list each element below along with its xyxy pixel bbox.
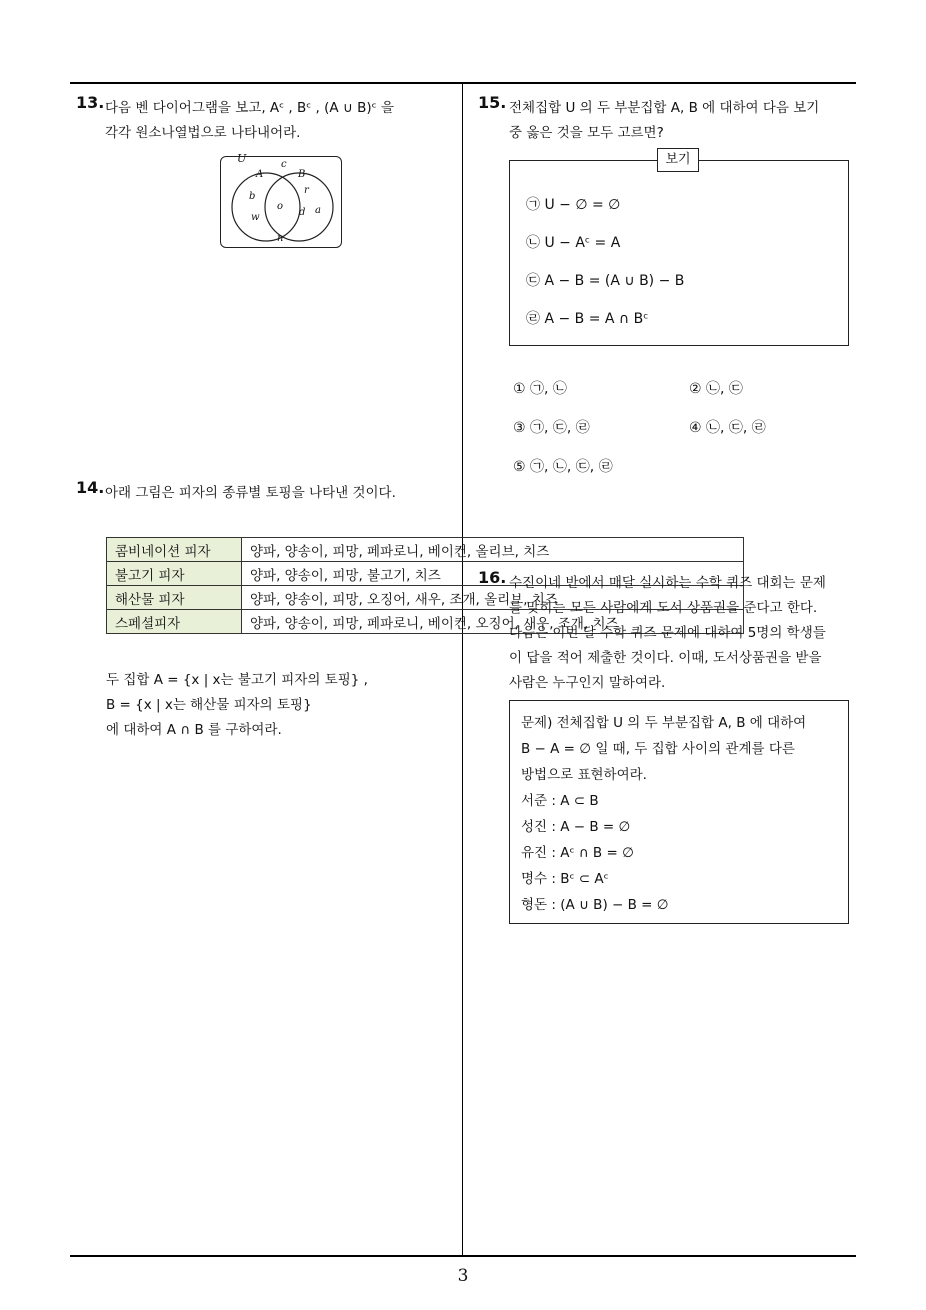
question-16-line-1: 수진이네 반에서 매달 실시하는 수학 퀴즈 대회는 문제 [509,575,826,591]
quiz-box-line-2: B − A = ∅ 일 때, 두 집합 사이의 관계를 다른 [521,741,795,757]
pizza-toppings: 양파, 양송이, 피망, 불고기, 치즈 [242,562,744,586]
venn-element-a: a [315,205,321,216]
pizza-toppings: 양파, 양송이, 피망, 오징어, 새우, 조개, 올리브, 치즈 [242,586,744,610]
bogi-statement-1: ㉠ U − ∅ = ∅ [526,197,621,213]
question-16-line-4: 이 답을 적어 제출한 것이다. 이때, 도서상품권을 받을 [509,650,822,666]
question-13-number: 13. [76,93,105,112]
table-row [107,538,744,562]
bogi-label: 보기 [657,148,699,172]
pizza-name: 스페셜피자 [107,610,242,634]
venn-label-B: B [298,169,306,180]
quiz-box-answer-myeongsu: 명수 : Bᶜ ⊂ Aᶜ [521,871,609,887]
question-14-line-2: B = {x | x는 해산물 피자의 토핑} [106,697,312,713]
question-14-number: 14. [76,478,105,497]
question-16 [478,568,506,587]
pizza-name: 불고기 피자 [107,562,242,586]
question-16-line-2: 를 맞히는 모든 사람에게 도서 상품권을 준다고 한다. [509,600,818,616]
venn-element-o: o [277,201,284,212]
quiz-box-answer-seojun: 서준 : A ⊂ B [521,793,599,809]
venn-element-r: r [304,185,309,196]
quiz-box-line-1: 문제) 전체집합 U 의 두 부분집합 A, B 에 대하여 [521,715,807,731]
quiz-box-answer-hyeongdon: 형돈 : (A ∪ B) − B = ∅ [521,897,669,913]
question-14-line-1: 두 집합 A = {x | x는 불고기 피자의 토핑} , [106,672,368,688]
question-13 [76,93,104,112]
question-14 [76,478,104,497]
quiz-answer-box [509,700,849,924]
venn-label-U: U [237,152,247,165]
pizza-toppings: 양파, 양송이, 피망, 페파로니, 베이컨, 오징어, 새우, 조개, 치즈 [242,610,744,634]
pizza-name: 해산물 피자 [107,586,242,610]
pizza-toppings: 양파, 양송이, 피망, 페파로니, 베이컨, 올리브, 치즈 [242,538,744,562]
column-divider [462,82,463,1256]
bogi-statement-2: ㉡ U − Aᶜ = A [526,235,621,251]
quiz-box-line-3: 방법으로 표현하여라. [521,767,647,783]
choice-2[interactable]: ② ㉡, ㉢ [689,381,743,397]
question-15-line-2: 중 옳은 것을 모두 고르면? [509,125,664,141]
question-16-line-3: 다음은 이번 달 수학 퀴즈 문제에 대하여 5명의 학생들 [509,625,826,641]
venn-element-d: d [299,207,306,218]
bogi-statement-4: ㉣ A − B = A ∩ Bᶜ [526,311,649,327]
choice-5[interactable]: ⑤ ㉠, ㉡, ㉢, ㉣ [513,459,613,475]
question-13-line-2: 각각 원소나열법으로 나타내어라. [105,125,301,141]
venn-element-n: n [277,233,284,244]
question-14-line-3: 에 대하여 A ∩ B 를 구하여라. [106,722,282,738]
bogi-statement-3: ㉢ A − B = (A ∪ B) − B [526,273,685,289]
page-number: 3 [457,1266,469,1286]
venn-element-b: b [249,191,256,202]
question-13-line-1: 다음 벤 다이어그램을 보고, Aᶜ , Bᶜ , (A ∪ B)ᶜ 을 [105,100,394,116]
question-15-line-1: 전체집합 U 의 두 부분집합 A, B 에 대하여 다음 보기 [509,100,820,116]
venn-element-c: c [281,159,287,170]
question-16-number: 16. [478,568,507,587]
quiz-box-answer-yujin: 유진 : Aᶜ ∩ B = ∅ [521,845,634,861]
question-16-line-5: 사람은 누구인지 말하여라. [509,675,666,691]
pizza-name: 콤비네이션 피자 [107,538,242,562]
venn-diagram [220,152,342,248]
question-15 [478,93,506,112]
choice-1[interactable]: ① ㉠, ㉡ [513,381,567,397]
quiz-box-answer-seongjin: 성진 : A − B = ∅ [521,819,631,835]
choice-4[interactable]: ④ ㉡, ㉢, ㉣ [689,420,766,436]
bottom-rule [70,1255,856,1257]
choice-3[interactable]: ③ ㉠, ㉢, ㉣ [513,420,590,436]
question-14-text: 아래 그림은 피자의 종류별 토핑을 나타낸 것이다. [105,485,396,501]
question-15-number: 15. [478,93,507,112]
venn-element-w: w [251,212,260,223]
venn-label-A: A [256,169,264,180]
